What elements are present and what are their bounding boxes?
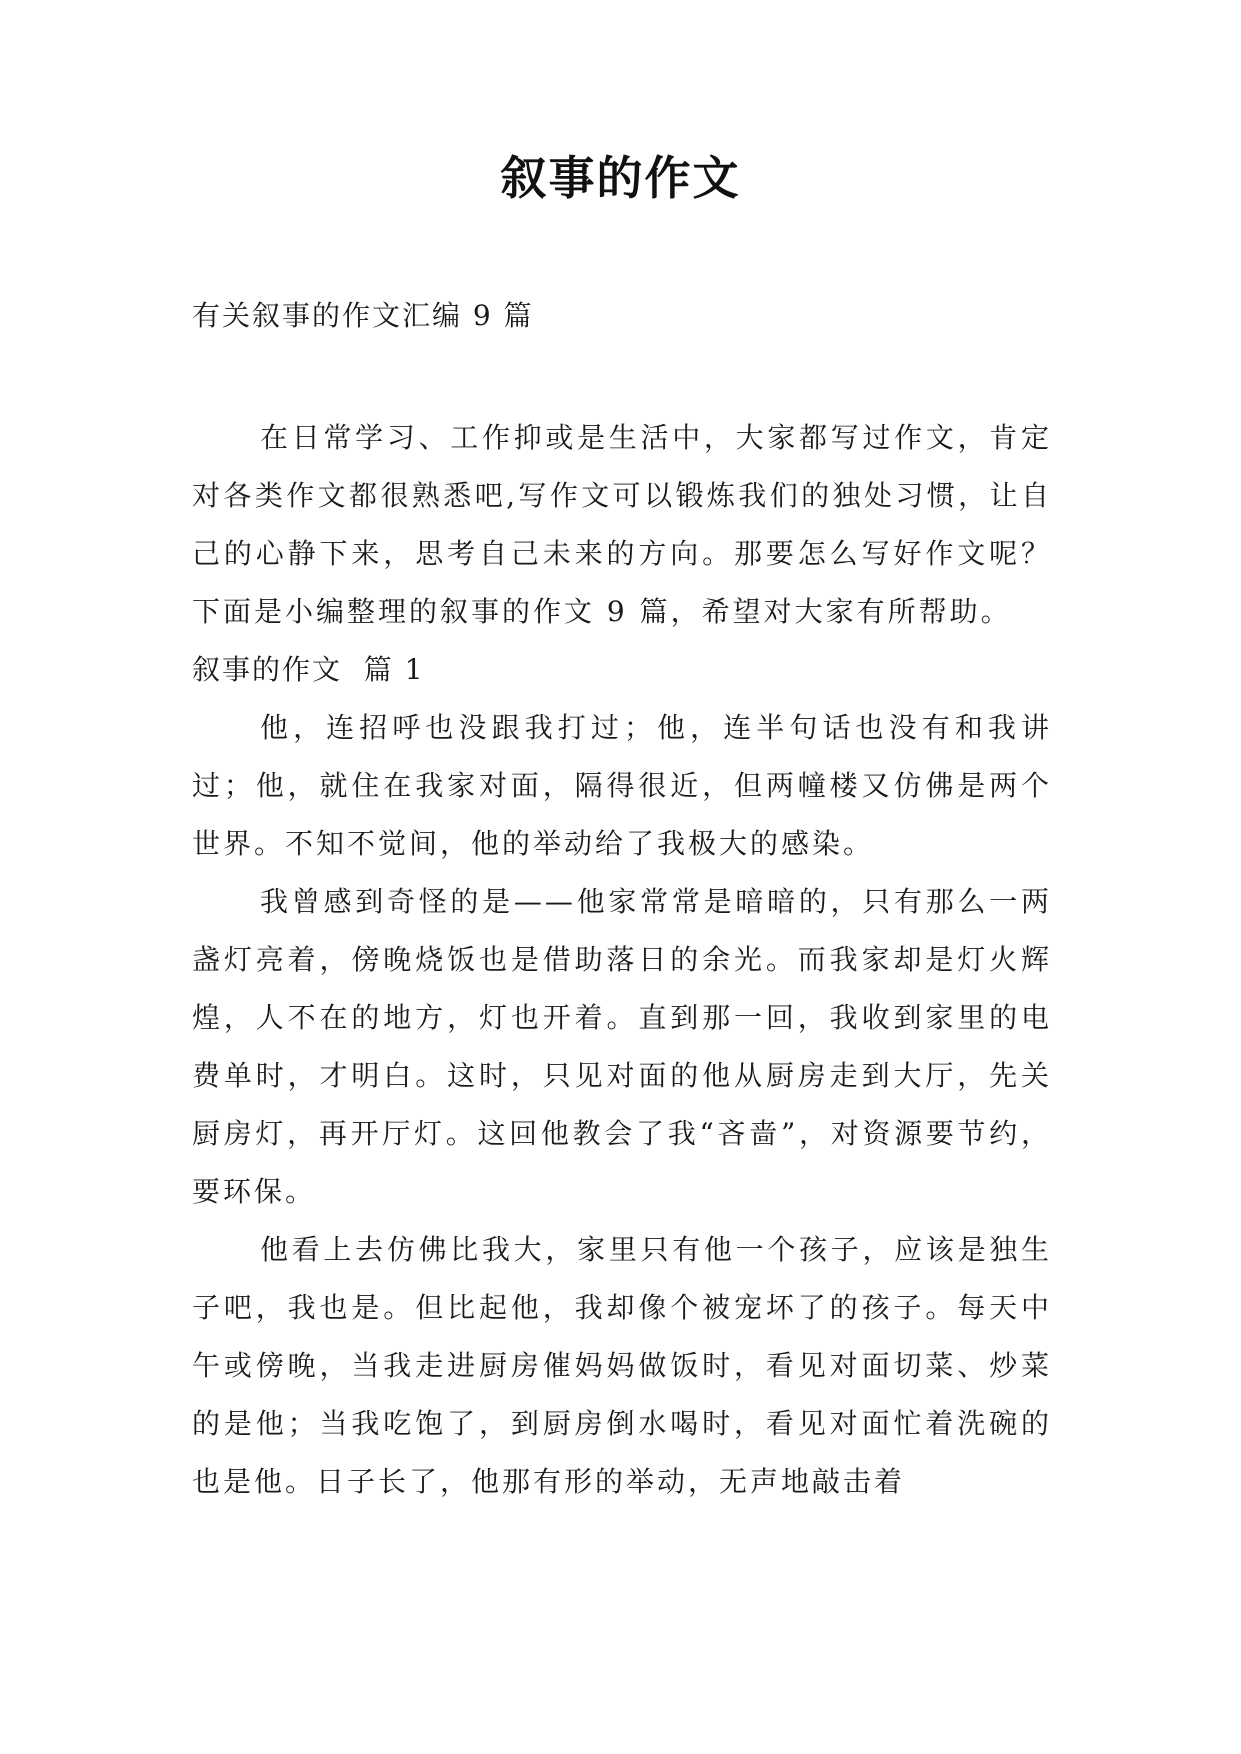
document-subtitle: 有关叙事的作文汇编 9 篇 bbox=[192, 299, 534, 332]
body-paragraph: 我曾感到奇怪的是——他家常常是暗暗的，只有那么一两盏灯亮着，傍晚烧饭也是借助落日的余光。而我家却是灯火辉煌，人不在的地方，灯也开着。直到那一回，我收到家里的电费单时，才明白。这时，只见对面的他从厨房走到大厅，先关厨房灯，再开厅灯。这回他教会了我“吝啬”，对资源要节约，要环保。 bbox=[192, 885, 1052, 1208]
document-title: 叙事的作文 bbox=[500, 151, 741, 205]
body-paragraph: 他看上去仿佛比我大，家里只有他一个孩子，应该是独生子吧，我也是。但比起他，我却像个被宠坏了的孩子。每天中午或傍晚，当我走进厨房催妈妈做饭时，看见对面切菜、炒菜的是他；当我吃饱了，到厨房倒水喝时，看见对面忙着洗碗的也是他。日子长了，他那有形的举动，无声地敲击着 bbox=[192, 1233, 1052, 1498]
intro-paragraph: 在日常学习、工作抑或是生活中，大家都写过作文，肯定对各类作文都很熟悉吧,写作文可以锻炼我们的独处习惯，让自己的心静下来，思考自己未来的方向。那要怎么写好作文呢？下面是小编整理的叙事的作文 9 篇，希望对大家有所帮助。 bbox=[192, 421, 1052, 628]
body-paragraph: 他，连招呼也没跟我打过；他，连半句话也没有和我讲过；他，就住在我家对面，隔得很近，但两幢楼又仿佛是两个世界。不知不觉间，他的举动给了我极大的感染。 bbox=[192, 711, 1052, 860]
section-heading: 叙事的作文 篇 1 bbox=[192, 653, 425, 686]
document-body bbox=[192, 409, 1052, 1511]
